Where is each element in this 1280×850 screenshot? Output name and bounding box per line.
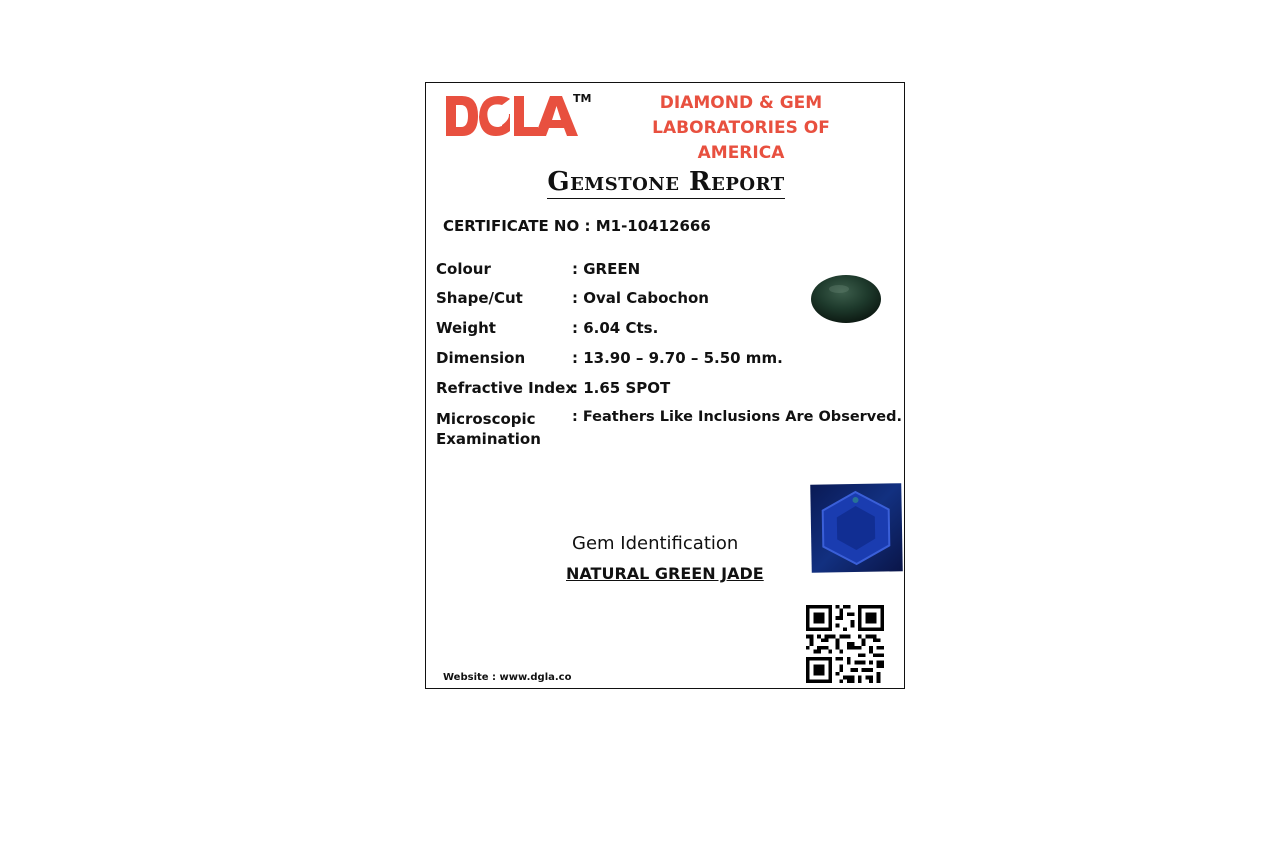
dgla-logo: [444, 93, 580, 139]
report-title-text: Gemstone Report: [547, 167, 785, 197]
hexagon-icon: [810, 483, 903, 573]
lab-name-line2: LABORATORIES OF AMERICA: [652, 118, 830, 163]
gem-identification-value: NATURAL GREEN JADE: [566, 564, 764, 583]
field-value: GREEN: [583, 260, 641, 278]
gem-identification-label: Gem Identification: [572, 533, 739, 554]
field-label: Weight: [436, 319, 496, 337]
qr-code: [806, 605, 884, 683]
certificate-number: CERTIFICATE NO : M1-10412666: [443, 217, 711, 235]
website-text: Website : www.dgla.co: [443, 672, 572, 683]
logo-text: DGLA: [444, 93, 447, 94]
field-label: Shape/Cut: [436, 289, 523, 307]
field-value: 6.04 Cts.: [583, 319, 659, 337]
field-value: Feathers Like Inclusions Are Observed.: [582, 409, 902, 425]
report-title: [426, 167, 906, 197]
gemstone-certificate: DGLA TM DIAMOND & GEM LABORATORIES OF AMERICA Gemstone Report CERTIFICATE NO : M1-10412666 Colour : GREEN Shape/Cut : Oval Cabochon Weight : 6.04 Cts. Dimension : 13.90 – 9.70 – 5.50 mm. Refractive Index : 1.65 SPOT Microscopic Examination : Feathers Like Inclusions Are Observed. Gem Identification NATURAL GREEN JADE Website : www.dgla.co: [425, 82, 905, 689]
certificate-value: M1-10412666: [595, 217, 711, 235]
field-label: Colour: [436, 260, 491, 278]
field-value: 1.65 SPOT: [583, 379, 671, 397]
trademark-mark: TM: [573, 92, 592, 105]
field-label: Dimension: [436, 349, 526, 367]
hologram-seal: [810, 483, 903, 573]
field-value: 13.90 – 9.70 – 5.50 mm.: [583, 349, 783, 367]
lab-name-line1: DIAMOND & GEM: [659, 93, 823, 113]
lab-name: [606, 91, 876, 166]
field-label: Refractive Index: [436, 379, 575, 397]
field-label: Microscopic Examination: [436, 410, 541, 448]
gemstone-photo: [809, 272, 883, 326]
certificate-label: CERTIFICATE NO: [443, 217, 580, 235]
field-value: Oval Cabochon: [583, 289, 709, 307]
